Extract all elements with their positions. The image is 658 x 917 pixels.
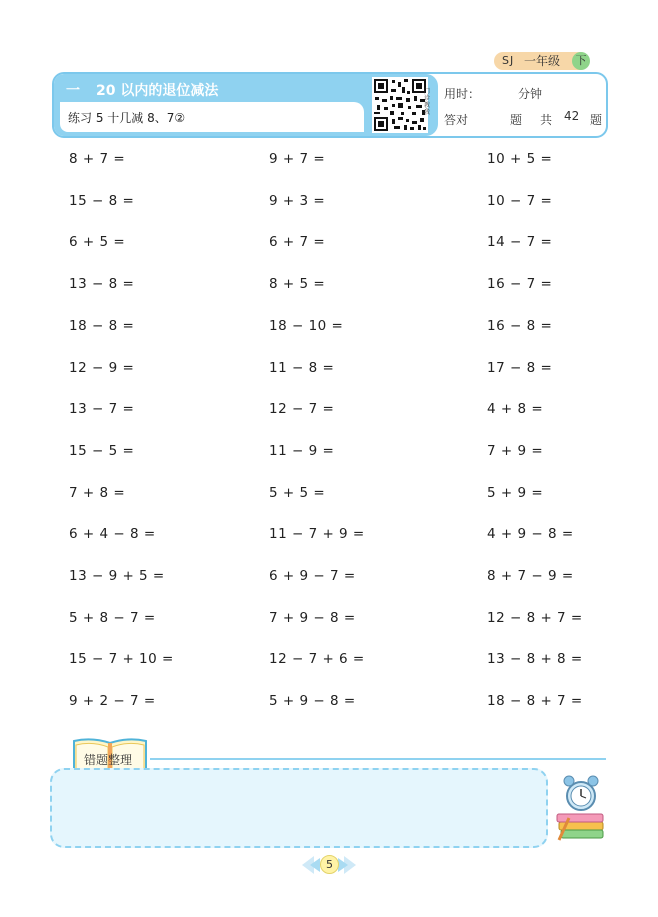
unit-number: 一: [66, 83, 80, 99]
lesson-title: 练习 5 十几减 8、7②: [68, 111, 186, 125]
qr-caption: 门诊教我: [424, 88, 431, 116]
total-count: 42: [564, 109, 580, 123]
exercise-item: 11 − 8 =: [269, 359, 335, 376]
worksheet-header: [52, 72, 608, 138]
exercise-item: 15 − 8 =: [69, 192, 135, 209]
exercise-item: 18 − 8 + 7 =: [487, 693, 583, 710]
exercise-item: 8 + 7 − 9 =: [487, 568, 574, 584]
exercise-item: 9 + 2 − 7 =: [69, 693, 156, 710]
exercise-item: 10 − 7 =: [487, 192, 553, 209]
exercise-item: 6 + 4 − 8 =: [69, 526, 156, 543]
exercise-item: 7 + 9 =: [487, 442, 544, 459]
exercise-item: 17 − 8 =: [487, 359, 553, 376]
exercise-item: 12 − 9 =: [69, 359, 135, 376]
exercise-item: 11 − 7 + 9 =: [269, 526, 365, 543]
total-unit: 题: [590, 113, 603, 127]
exercise-item: 18 − 10 =: [269, 317, 344, 334]
page-number: 5: [320, 855, 339, 874]
exercise-item: 7 + 8 =: [69, 484, 126, 501]
exercise-item: 10 + 5 =: [487, 151, 553, 167]
exercise-item: 11 − 9 =: [269, 442, 335, 459]
mistakes-title: 错题整理: [84, 753, 133, 767]
exercise-item: 16 − 8 =: [487, 317, 553, 334]
exercise-item: 8 + 5 =: [269, 276, 326, 293]
exercise-item: 13 − 8 =: [69, 276, 135, 293]
volume-label: 下: [572, 52, 590, 70]
total-label: 共: [540, 113, 553, 127]
exercise-item: 4 + 9 − 8 =: [487, 526, 574, 543]
qr-code-icon[interactable]: [372, 77, 428, 133]
exercise-item: 5 + 9 − 8 =: [269, 693, 356, 710]
exercise-item: 4 + 8 =: [487, 401, 544, 418]
exercise-item: 13 − 8 + 8 =: [487, 651, 583, 668]
exercise-item: 6 + 5 =: [69, 234, 126, 251]
grade-badge: [494, 52, 588, 70]
exercise-item: 5 + 9 =: [487, 484, 544, 501]
exercise-item: 13 − 7 =: [69, 401, 135, 418]
qr-area: [364, 74, 438, 136]
unit-banner: [54, 74, 364, 136]
unit-title-text: 20 以内的退位减法: [96, 83, 219, 99]
exercise-item: 15 − 7 + 10 =: [69, 651, 174, 668]
exercise-item: 15 − 5 =: [69, 442, 135, 459]
exercise-item: 14 − 7 =: [487, 234, 553, 251]
exercise-item: 16 − 7 =: [487, 276, 553, 293]
exercise-item: 12 − 7 =: [269, 401, 335, 418]
alarm-clock-icon: [555, 772, 607, 844]
exercise-item: 6 + 9 − 7 =: [269, 568, 356, 584]
unit-title: [66, 80, 218, 100]
exercise-item: 12 − 7 + 6 =: [269, 651, 365, 668]
exercise-item: 13 − 9 + 5 =: [69, 568, 165, 584]
correct-unit: 题: [510, 113, 523, 127]
exercise-item: 5 + 5 =: [269, 484, 326, 501]
grade-label: 一年级: [524, 54, 561, 68]
time-unit: 分钟: [518, 87, 543, 101]
exercise-item: 7 + 9 − 8 =: [269, 609, 356, 626]
exercise-item: 5 + 8 − 7 =: [69, 609, 156, 626]
series-label: SJ: [502, 54, 515, 67]
exercise-item: 6 + 7 =: [269, 234, 326, 251]
time-label: 用时：: [444, 87, 481, 101]
section-divider: [150, 758, 606, 760]
mistakes-note-area[interactable]: [50, 768, 548, 848]
correct-label: 答对: [444, 113, 469, 127]
score-panel: [444, 74, 604, 136]
exercise-item: 8 + 7 =: [69, 151, 126, 167]
exercise-item: 18 − 8 =: [69, 317, 135, 334]
lesson-box: [60, 102, 364, 132]
exercise-item: 9 + 7 =: [269, 151, 326, 167]
exercise-item: 9 + 3 =: [269, 192, 326, 209]
exercise-item: 12 − 8 + 7 =: [487, 609, 583, 626]
